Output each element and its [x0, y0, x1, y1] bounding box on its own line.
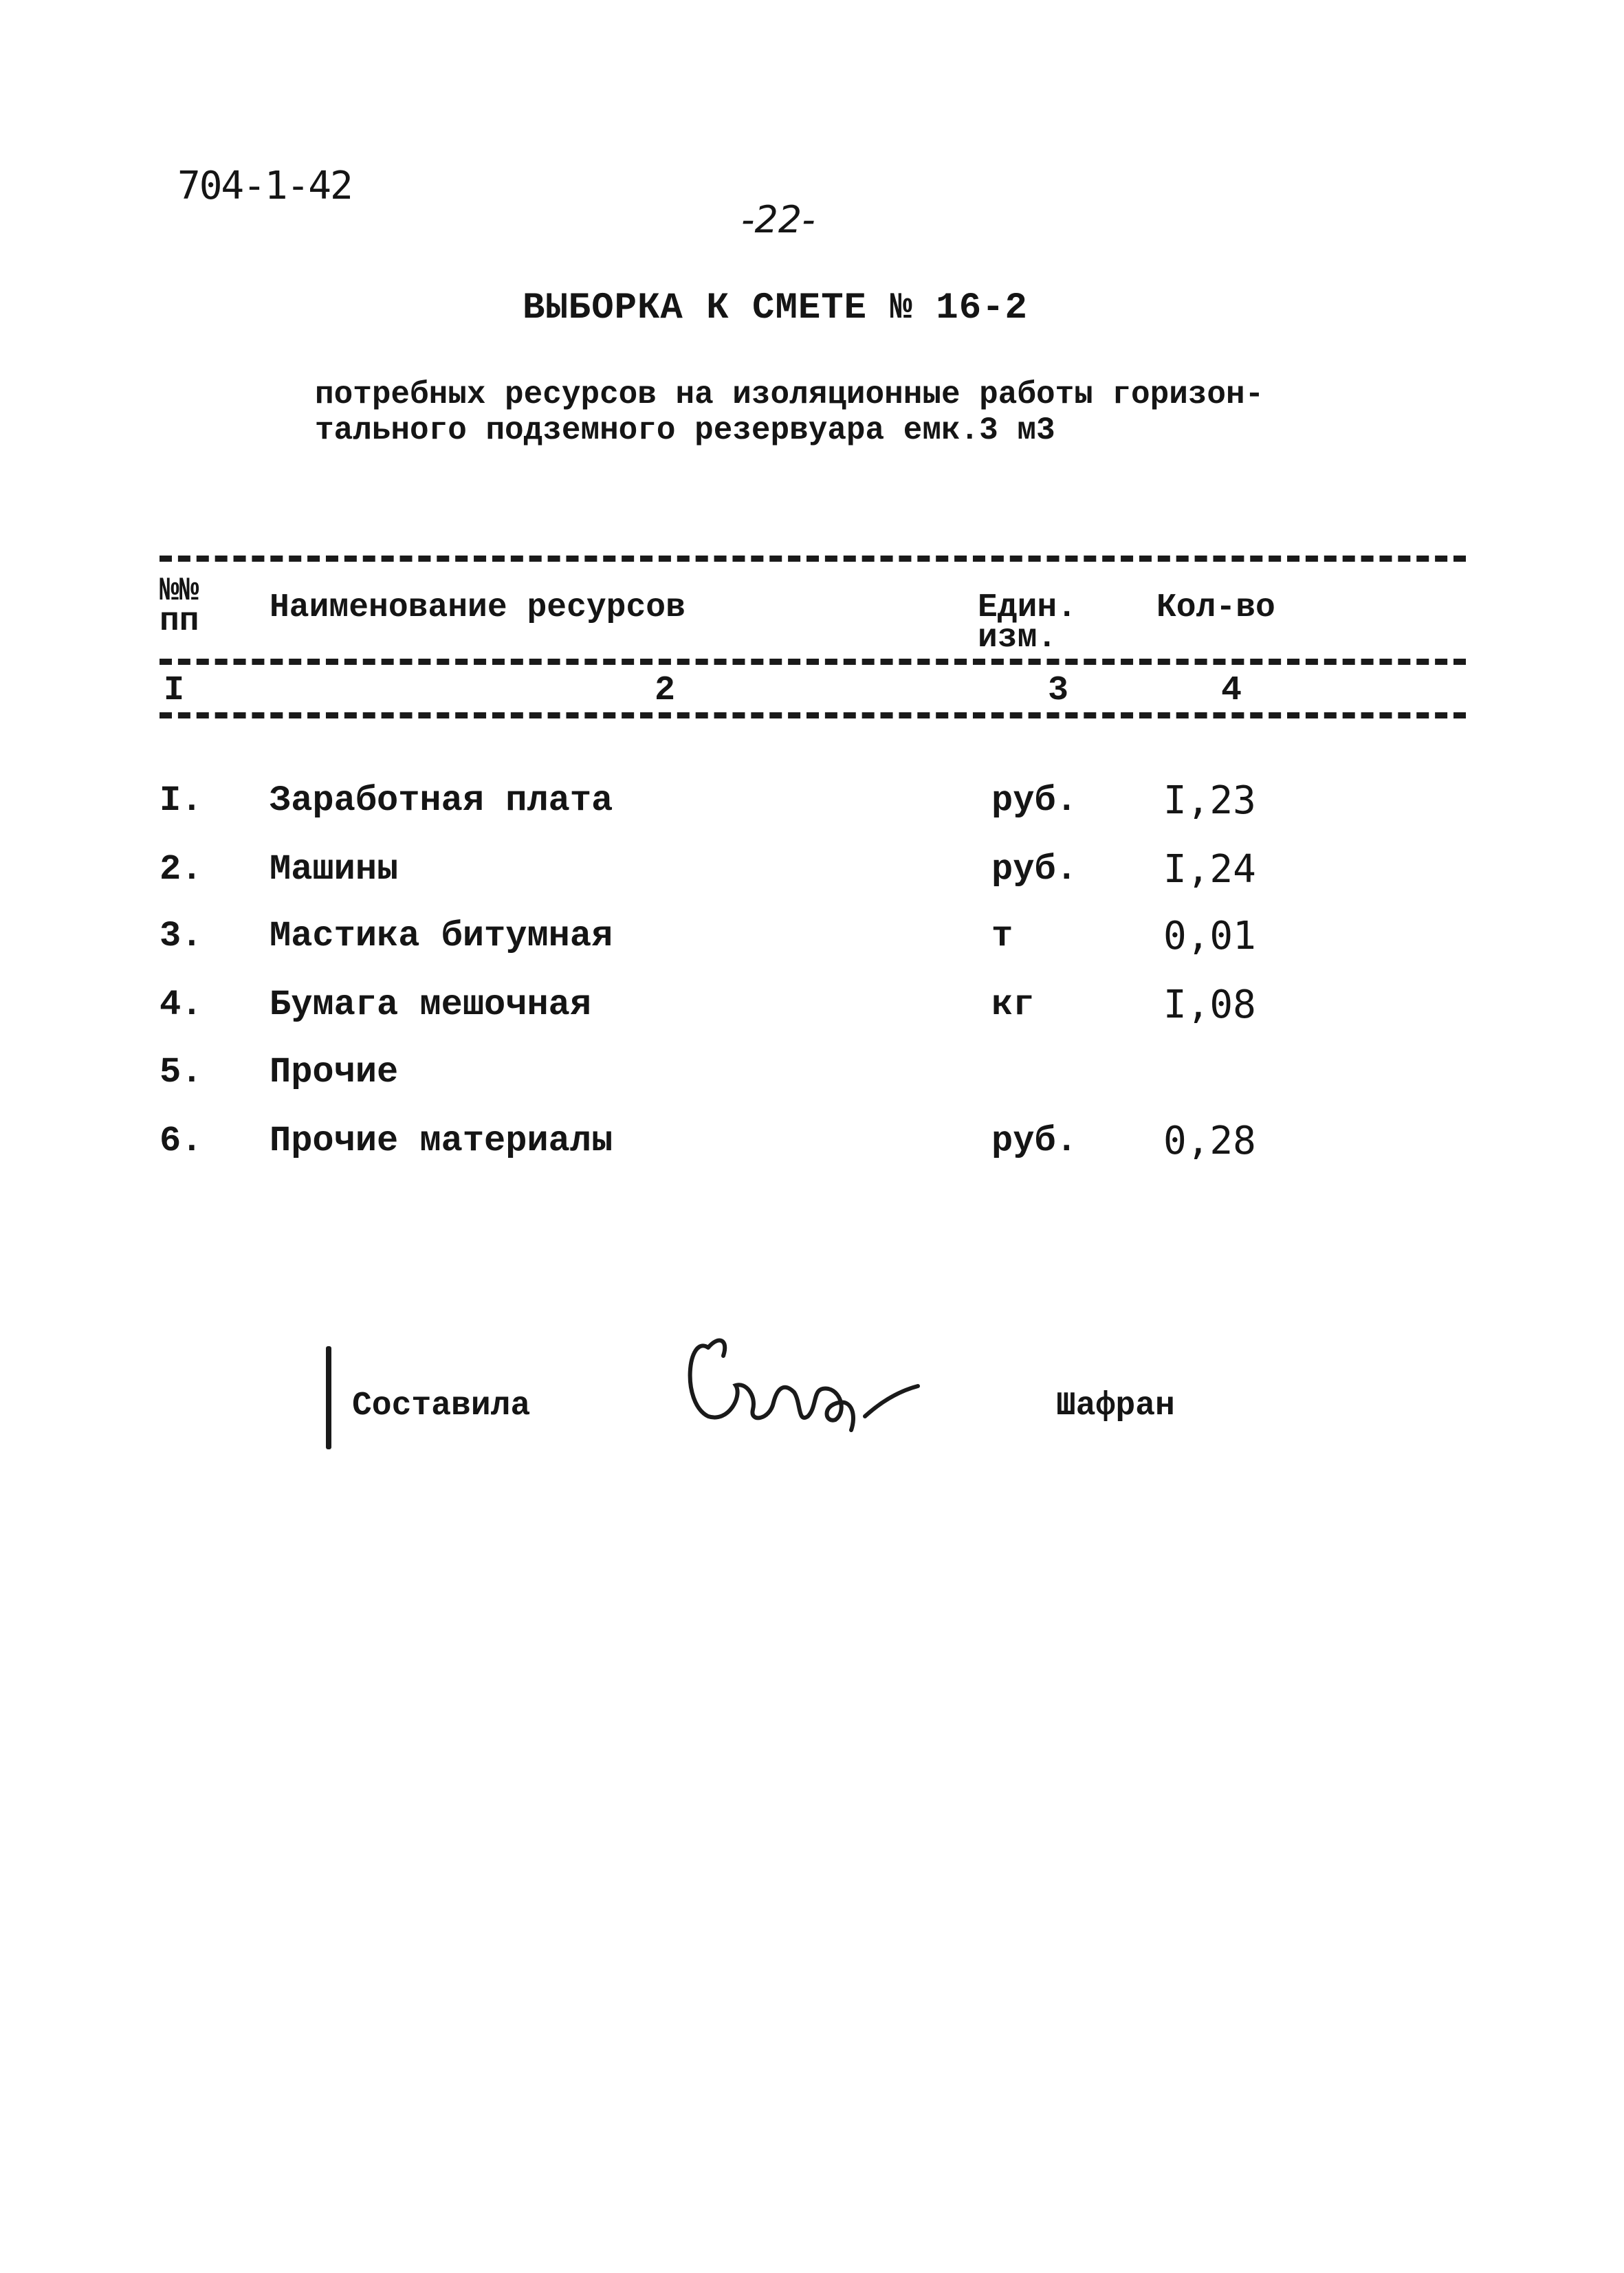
- table-top-rule: [160, 556, 1466, 562]
- document-title: ВЫБОРКА К СМЕТЕ № 16-2: [523, 287, 1028, 329]
- resource-name: Прочие: [270, 1052, 399, 1092]
- header-number: №№ пп: [160, 573, 199, 640]
- subtitle-line-2: тального подземного резервуара емк.3 м3: [315, 413, 1055, 448]
- column-number-2: 2: [655, 671, 676, 710]
- row-number: 5.: [160, 1052, 203, 1092]
- column-number-3: 3: [1048, 671, 1069, 710]
- unit: руб.: [991, 849, 1077, 890]
- unit: руб.: [991, 780, 1077, 821]
- row-number: 2.: [160, 849, 203, 890]
- row-number: 3.: [160, 916, 203, 956]
- column-number-1: I: [164, 671, 185, 710]
- table-row: [0, 842, 1624, 897]
- document-subtitle: [315, 377, 1264, 448]
- document-code: 704-1-42: [177, 164, 352, 208]
- header-unit: Един. изм.: [978, 589, 1077, 657]
- handwritten-signature: [681, 1320, 928, 1444]
- table-row: [0, 773, 1624, 828]
- unit: т: [991, 916, 1013, 956]
- column-numbers-rule: [160, 712, 1466, 718]
- header-bottom-rule: [160, 659, 1466, 665]
- resource-name: Заработная плата: [270, 780, 613, 821]
- quantity: I,08: [1163, 982, 1256, 1027]
- header-quantity: Кол-во: [1156, 589, 1275, 626]
- subtitle-line-1: потребных ресурсов на изоляционные работы горизон-: [315, 377, 1264, 413]
- quantity: I,24: [1163, 847, 1256, 892]
- table-row: [0, 978, 1624, 1033]
- table-row: [0, 1045, 1624, 1100]
- quantity: 0,01: [1163, 914, 1256, 958]
- column-number-4: 4: [1221, 671, 1242, 710]
- unit: кг: [991, 985, 1035, 1025]
- margin-bracket-mark: [326, 1346, 331, 1449]
- table-row: [0, 1114, 1624, 1169]
- page-number: -22-: [741, 198, 815, 241]
- resource-name: Машины: [270, 849, 399, 890]
- row-number: I.: [160, 780, 203, 821]
- header-resource-name: Наименование ресурсов: [270, 589, 685, 626]
- row-number: 6.: [160, 1121, 203, 1161]
- table-row: [0, 909, 1624, 964]
- resource-name: Прочие материалы: [270, 1121, 613, 1161]
- resource-name: Бумага мешочная: [270, 985, 592, 1025]
- compiled-by-label: Составила: [352, 1387, 531, 1425]
- quantity: 0,28: [1163, 1119, 1256, 1163]
- compiler-name: Шафран: [1056, 1387, 1175, 1425]
- unit: руб.: [991, 1121, 1077, 1161]
- quantity: I,23: [1163, 778, 1256, 823]
- row-number: 4.: [160, 985, 203, 1025]
- resource-name: Мастика битумная: [270, 916, 613, 956]
